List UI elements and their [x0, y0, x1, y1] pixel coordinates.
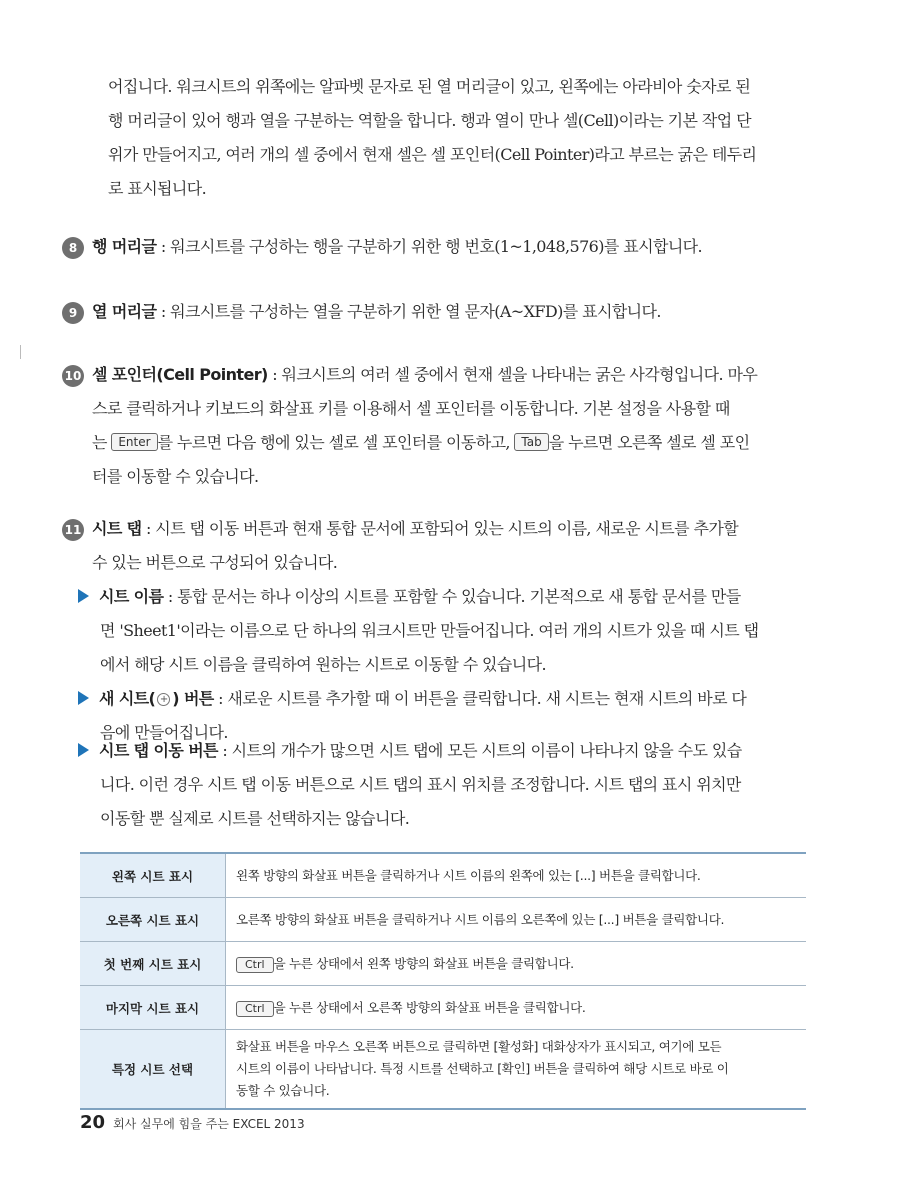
bullet-heading: 시트 이름: [99, 587, 164, 606]
page-number: 20: [80, 1112, 106, 1133]
bullet-heading: 시트 탭 이동 버튼: [99, 741, 218, 760]
table-label: 왼쪽 시트 표시: [80, 853, 226, 898]
item-line: [62, 358, 808, 392]
table-desc-line: 시트의 이름이 나타납니다. 특정 시트를 선택하고 [확인] 버튼을 클릭하여 해당 시트로 바로 이: [236, 1061, 729, 1076]
table-desc-line: 동할 수 있습니다.: [236, 1083, 330, 1098]
triangle-bullet-icon: [78, 743, 89, 757]
item-row-header: [62, 230, 808, 264]
bullet-heading: ) 버튼: [172, 689, 214, 708]
intro-line: 어집니다. 워크시트의 위쪽에는 알파벳 문자로 된 열 머리글이 있고, 왼쪽에는 아라비아 숫자로 된: [108, 77, 751, 96]
number-badge: 10: [62, 365, 84, 387]
table-row: [80, 1030, 806, 1110]
table-label: 첫 번째 시트 표시: [80, 942, 226, 986]
item-sheet-tab: [62, 512, 808, 580]
item-text: : 시트 탭 이동 버튼과 현재 통합 문서에 포함되어 있는 시트의 이름, 새로운 시트를 추가할: [141, 519, 739, 538]
bullet-line: [78, 734, 808, 768]
sheet-navigation-table: [80, 852, 806, 1110]
item-line: [62, 426, 808, 460]
bullet-line: 니다. 이런 경우 시트 탭 이동 버튼으로 시트 탭의 표시 위치를 조정합니다. 시트 탭의 표시 위치만: [100, 775, 741, 794]
bullet-line: 음에 만들어집니다.: [100, 723, 228, 742]
table-label: 오른쪽 시트 표시: [80, 898, 226, 942]
bullet-line: 에서 해당 시트 이름을 클릭하여 원하는 시트로 이동할 수 있습니다.: [100, 655, 546, 674]
table-desc: [226, 986, 807, 1030]
item-text: 를 누르면 다음 행에 있는 셀로 셀 포인터를 이동하고,: [157, 433, 515, 452]
bullet-line: 면 'Sheet1'이라는 이름으로 단 하나의 워크시트만 만들어집니다. 여러 개의 시트가 있을 때 시트 탭: [100, 621, 759, 640]
bullet-line: [78, 580, 808, 614]
table-desc: 오른쪽 방향의 화살표 버튼을 클릭하거나 시트 이름의 오른쪽에 있는 [...] 버튼을 클릭합니다.: [226, 898, 807, 942]
table-desc: [226, 1030, 807, 1110]
table-row: [80, 986, 806, 1030]
item-text: : 워크시트를 구성하는 행을 구분하기 위한 행 번호(1~1,048,576)를 표시합니다.: [156, 237, 703, 256]
table-desc: [226, 942, 807, 986]
table-row: [80, 942, 806, 986]
table-desc-text: 을 누른 상태에서 왼쪽 방향의 화살표 버튼을 클릭합니다.: [273, 955, 574, 971]
triangle-bullet-icon: [78, 691, 89, 705]
item-column-header: [62, 295, 808, 329]
table-desc-line: 화살표 버튼을 마우스 오른쪽 버튼으로 클릭하면 [활성화] 대화상자가 표시되고, 여기에 모든: [236, 1039, 722, 1054]
ctrl-key: Ctrl: [236, 957, 274, 973]
intro-line: 로 표시됩니다.: [108, 179, 207, 198]
item-text: 는: [92, 433, 112, 452]
item-line: 스로 클릭하거나 키보드의 화살표 키를 이용해서 셀 포인터를 이동합니다. 기본 설정을 사용할 때: [92, 399, 730, 418]
page-footer: [80, 1112, 305, 1133]
table-desc-text: 을 누른 상태에서 오른쪽 방향의 화살표 버튼을 클릭합니다.: [273, 999, 586, 1015]
number-badge: 11: [62, 519, 84, 541]
table-label: 마지막 시트 표시: [80, 986, 226, 1030]
item-text: : 워크시트의 여러 셀 중에서 현재 셀을 나타내는 굵은 사각형입니다. 마우: [267, 365, 758, 384]
number-badge: 9: [62, 302, 84, 324]
margin-mark: [20, 345, 21, 359]
bullet-text: : 시트의 개수가 많으면 시트 탭에 모든 시트의 이름이 나타나지 않을 수도 있습: [217, 741, 742, 760]
table-desc: 왼쪽 방향의 화살표 버튼을 클릭하거나 시트 이름의 왼쪽에 있는 [...] 버튼을 클릭합니다.: [226, 853, 807, 898]
item-heading: 셀 포인터(Cell Pointer): [92, 365, 268, 384]
bullet-text: : 새로운 시트를 추가할 때 이 버튼을 클릭합니다. 새 시트는 현재 시트의 바로 다: [213, 689, 747, 708]
item-line: [62, 512, 808, 546]
table-row: [80, 853, 806, 898]
bullet-sheet-name: [78, 580, 808, 682]
bullet-heading: 새 시트(: [99, 689, 156, 708]
intro-line: 위가 만들어지고, 여러 개의 셀 중에서 현재 셀은 셀 포인터(Cell Pointer)라고 부르는 굵은 테두리: [108, 145, 757, 164]
triangle-bullet-icon: [78, 589, 89, 603]
footer-title: 회사 실무에 힘을 주는 EXCEL 2013: [113, 1117, 305, 1131]
enter-key: Enter: [111, 433, 157, 451]
item-text: 을 누르면 오른쪽 셀로 셀 포인: [548, 433, 750, 452]
item-heading: 열 머리글: [92, 302, 157, 321]
item-heading: 행 머리글: [92, 237, 157, 256]
bullet-line: [78, 682, 808, 716]
item-line: 터를 이동할 수 있습니다.: [92, 467, 259, 486]
bullet-tab-scroll: [78, 734, 808, 836]
ctrl-key: Ctrl: [236, 1001, 274, 1017]
bullet-text: : 통합 문서는 하나 이상의 시트를 포함할 수 있습니다. 기본적으로 새 통합 문서를 만들: [163, 587, 741, 606]
bullet-line: 이동할 뿐 실제로 시트를 선택하지는 않습니다.: [100, 809, 410, 828]
tab-key: Tab: [514, 433, 548, 451]
item-text: : 워크시트를 구성하는 열을 구분하기 위한 열 문자(A~XFD)를 표시합니다.: [156, 302, 661, 321]
intro-line: 행 머리글이 있어 행과 열을 구분하는 역할을 합니다. 행과 열이 만나 셀(Cell)이라는 기본 작업 단: [108, 111, 751, 130]
table-row: [80, 898, 806, 942]
item-heading: 시트 탭: [92, 519, 142, 538]
number-badge: 8: [62, 237, 84, 259]
intro-paragraph: [108, 70, 808, 206]
plus-circle-icon: +: [157, 693, 170, 706]
table-label: 특정 시트 선택: [80, 1030, 226, 1110]
item-line: 수 있는 버튼으로 구성되어 있습니다.: [92, 553, 338, 572]
item-cell-pointer: [62, 358, 808, 494]
